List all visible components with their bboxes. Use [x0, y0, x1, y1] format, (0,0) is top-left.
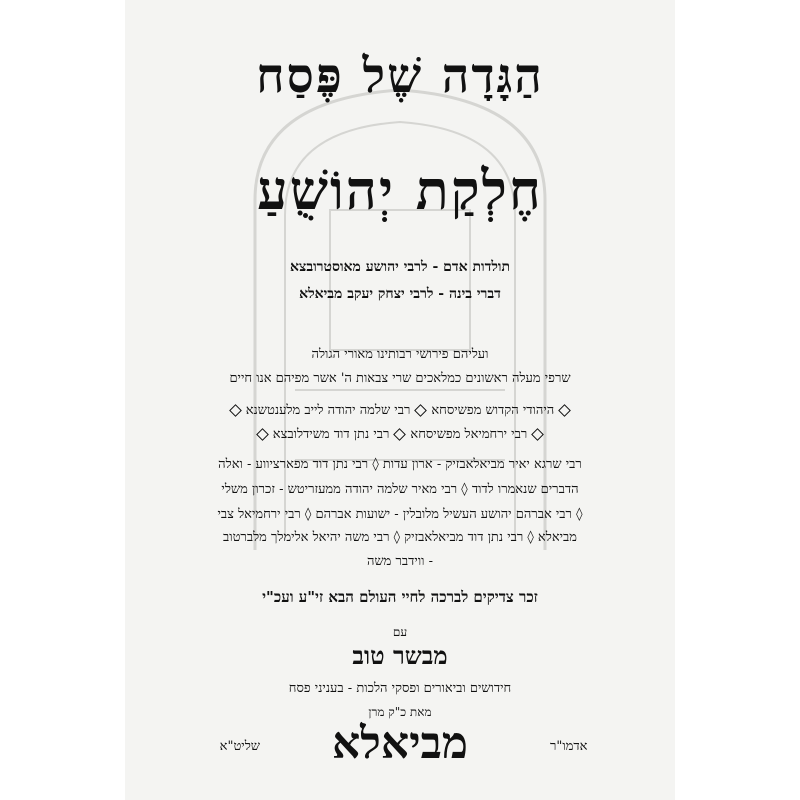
rabbis-para-line-4: מביאלא ◊ רבי נתן דוד מביאלאבזיק ◊ רבי משה יהיאל אלימלך מלברטוב — [222, 530, 577, 545]
diamond-icon — [229, 404, 242, 417]
im-label: עם — [392, 625, 408, 639]
title-page — [125, 0, 675, 800]
rabbi-name: רבי נתן דוד משידלובצא — [272, 427, 390, 442]
signature-prefix: אדמו"ר — [550, 739, 588, 754]
chidushim-line: חידושים וביאורים ופסקי הלכות - בעניני פסח — [288, 681, 512, 696]
mevaser-tov-title: מבשר טוב — [352, 641, 448, 670]
rabbis-para-line-3: ◊ רבי אברהם יהושע העשיל מלובלין - ישועות אברהם ◊ רבי ירחמיאל צבי — [217, 507, 583, 522]
signature-name: מביאלא — [332, 718, 468, 769]
title-chelkat-yehoshua: חֶלְקַת יְהוֹשֻׁעַ — [257, 158, 543, 222]
rabbis-row-1 — [125, 402, 675, 418]
rabbis-para-line-5: - ווידבר משה — [366, 554, 433, 569]
diamond-icon — [256, 428, 269, 441]
rabbi-name: היהודי הקדוש מפשיסחא — [431, 403, 555, 418]
rabbi-name: רבי ירחמיאל מפשיסחא — [410, 427, 528, 442]
intro-line-1: ועליהם פירושי רבותינו מאורי הגולה — [311, 347, 489, 362]
rabbis-para-line-1: רבי שרגא יאיר מביאלאבזיק - ארון עדות ◊ רבי נתן דוד מפארציווע - ואלה — [218, 457, 582, 472]
diamond-icon — [558, 404, 571, 417]
subtitle-divrei-bina: דברי בינה - לרבי יצחק יעקב מביאלא — [299, 286, 501, 302]
diamond-icon — [394, 428, 407, 441]
zecher-tzaddikim-line: זכר צדיקים לברכה לחיי העולם הבא זי"ע ועכ"י — [262, 588, 538, 606]
signature-suffix: שליט"א — [219, 739, 260, 754]
diamond-icon — [531, 428, 544, 441]
meet-line: מאת כ"ק מרן — [368, 705, 432, 719]
rabbis-row-2 — [125, 426, 675, 442]
diamond-icon — [415, 404, 428, 417]
subtitle-toldot-adam: תולדות אדם - לרבי יהושע מאוסטרובצא — [290, 259, 510, 275]
title-haggadah: הַגָּדָה שֶׁל פֶּסַח — [256, 48, 544, 104]
author-signature — [125, 718, 675, 768]
rabbis-para-line-2: הדברים שנאמרו לדוד ◊ רבי מאיר שלמה יהודה ממעזריטש - זכרון משלי — [221, 482, 579, 497]
intro-line-2: שרפי מעלה ראשונים כמלאכים שרי צבאות ה' אשר מפיהם אנו חיים — [229, 371, 571, 386]
rabbi-name: רבי שלמה יהודה לייב מלענטשנא — [245, 403, 411, 418]
